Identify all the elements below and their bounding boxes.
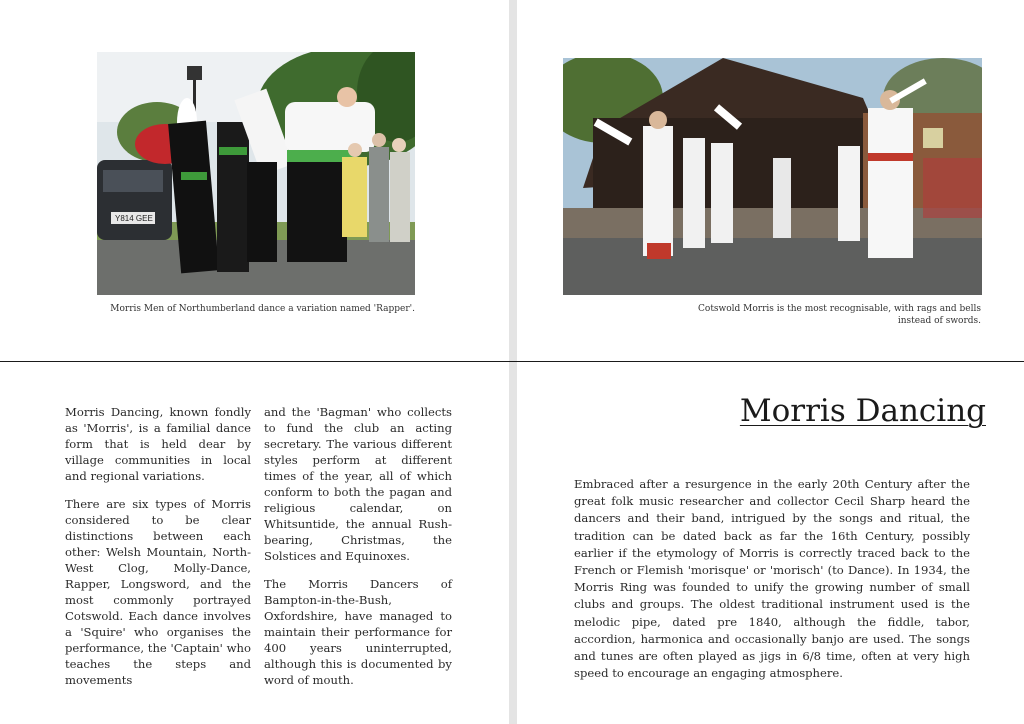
cotswold-photo-caption: Cotswold Morris is the most recognisable, with rags and bells instead of swords. [698, 304, 981, 326]
page-gutter [509, 0, 517, 724]
paragraph: The Morris Dancers of Bampton-in-the-Bush, Oxfordshire, have managed to maintain their performance for 400 years uninterrupted, although this is documented by word of mouth. [264, 577, 452, 687]
horizontal-divider [0, 361, 1024, 362]
paragraph: Morris Dancing, known fondly as 'Morris', is a familial dance form that is held dear by village communities in local and regional variations. [65, 405, 251, 483]
article-title: Morris Dancing [739, 393, 986, 429]
license-plate: Y814 GEE [115, 214, 153, 223]
rapper-photo-caption: Morris Men of Northumberland dance a variation named 'Rapper'. [110, 304, 415, 314]
article-column-2 [264, 404, 452, 700]
article-body-right: Embraced after a resurgence in the early 20th Century after the great folk music researcher and collector Cecil Sharp heard the dancers and their band, intrigued by the songs and ritual, the tradition can be dated back as far the 16th Century, possibly earlier if the etymology of Morris is correctly traced back to the French or Flemish 'morisque' or 'morisch' (to Dance). In 1934, the Morris Ring was founded to unify the growing number of small clubs and groups. The oldest traditional instrument used is the melodic pipe, dated pre 1840, although the fiddle, tabor, accordion, harmonica and occasionally banjo are used. The songs and tunes are often played as jigs in 6/8 time, often at very high speed to encourage an engaging atmosphere. [574, 477, 970, 681]
rapper-dance-photo [97, 52, 415, 295]
paragraph: There are six types of Morris considered to be clear distinctions between each other: Welsh Mountain, North-West Clog, Molly-Dance, Rapper, Longsword, and the most commonly portrayed Cotswold. Each dance involves a 'Squire' who organises the performance, the 'Captain' who teaches the steps and movements [65, 497, 251, 687]
cotswold-morris-photo [563, 58, 982, 295]
paragraph: and the 'Bagman' who collects to fund the club an acting secretary. The various different styles perform at different times of the year, all of which conform to both the pagan and religious calendar, on Whitsuntide, the annual Rush-bearing, Christmas, the Solstices and Equinoxes. [264, 405, 452, 563]
article-column-1 [65, 404, 251, 700]
